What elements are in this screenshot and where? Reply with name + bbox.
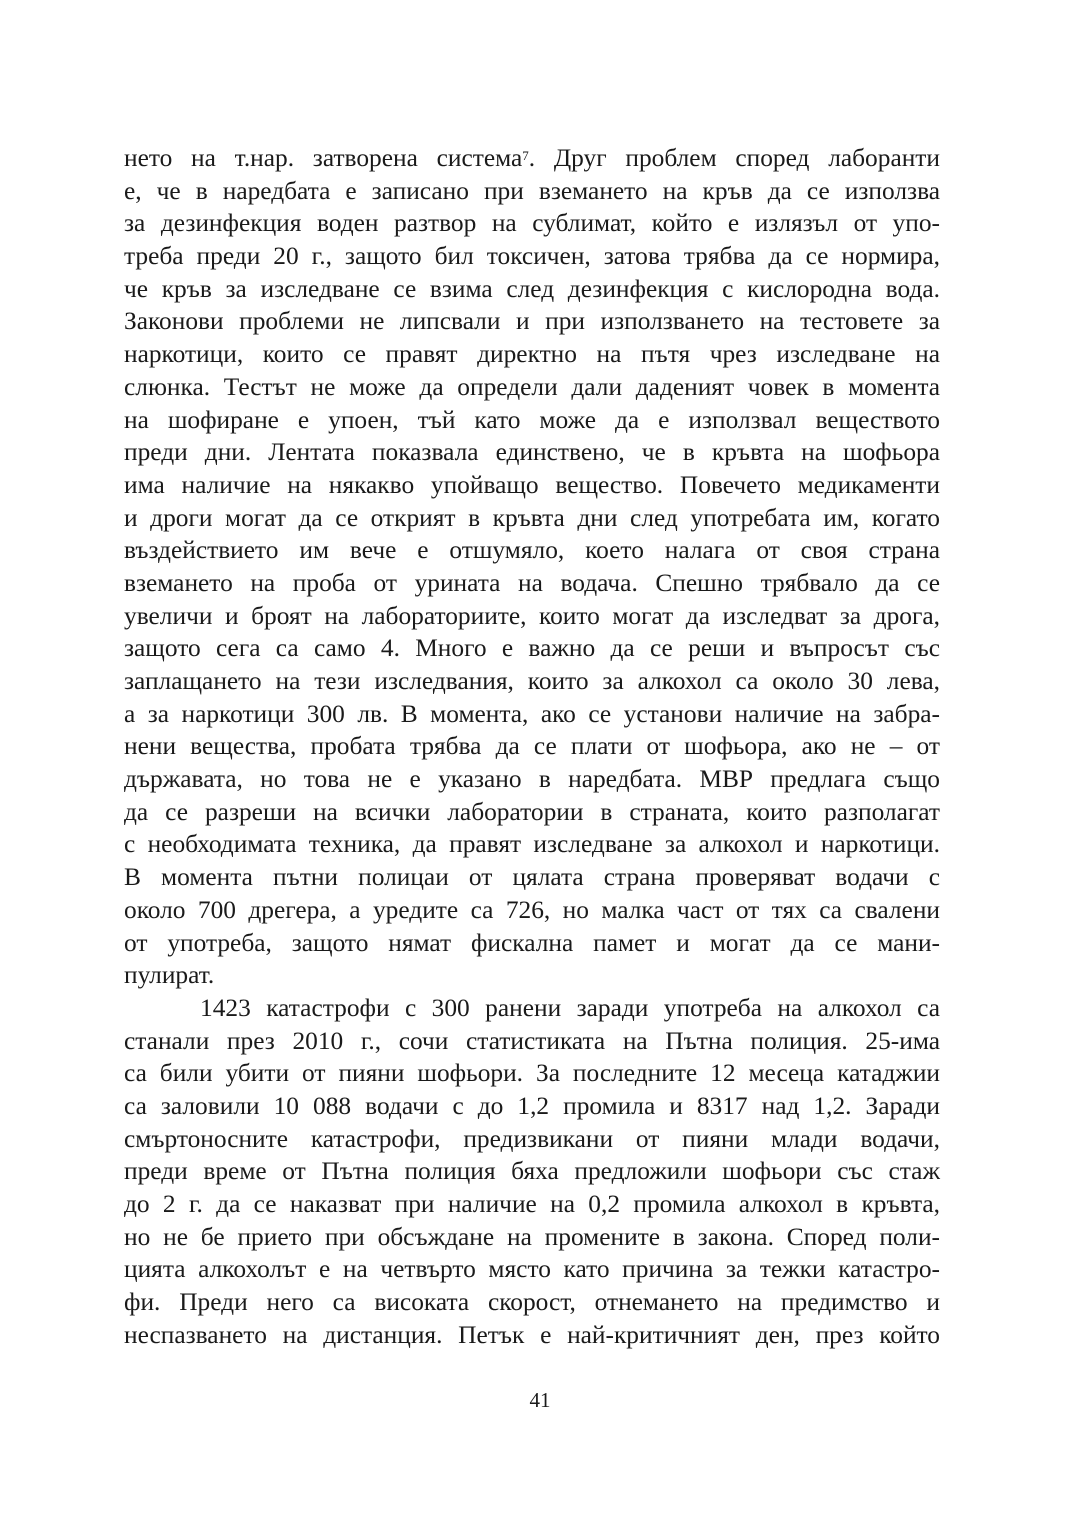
text-line: слюнка. Тестът не може да определи дали даденият човек в момента (124, 372, 940, 401)
text-line: и дроги могат да се открият в кръвта дни след употребата им, когато (124, 503, 940, 532)
text-line: Законови проблеми не липсвали и при използването на тестовете за (124, 307, 940, 336)
text-line: нето на т.нар. затворена система$^7$. Друг проблем според лаборанти (124, 144, 940, 172)
text-line: преди дни. Лентата показвала единствено, че в кръвта на шофьора (124, 438, 940, 467)
text-line: неспазването на дистанция. Петък е най-критичният ден, през който (124, 1320, 940, 1349)
text-line: станали през 2010 г., сочи статистиката на Пътна полиция. 25-има (124, 1026, 940, 1055)
text-line: въздействието им вече е отшумяло, което налага от своя страна (124, 536, 940, 565)
text-line: защото сега са само 4. Много е важно да се реши и въпросът със (124, 634, 940, 663)
text-line: треба преди 20 г., защото бил токсичен, затова трябва да се нормира, (124, 242, 940, 271)
text-line: до 2 г. да се наказват при наличие на 0,2 промила алкохол в кръвта, (124, 1190, 940, 1218)
text-line: цията алкохолът е на четвърто място като причина за тежки катастро- (124, 1255, 940, 1284)
text-line: държавата, но това не е указано в наредбата. МВР предлага също (124, 765, 940, 794)
text-line: за дезинфекция воден разтвор на сублимат, който е излязъл от упо- (124, 209, 940, 238)
text-line: а за наркотици 300 лв. В момента, ако се установи наличие на забра- (124, 699, 940, 728)
page-body (124, 142, 940, 1351)
text-line: с необходимата техника, да правят изследване за алкохол и наркотици. (124, 830, 940, 859)
text-line: на шофиране е упоен, тъй като може да е използвал веществото (124, 405, 940, 434)
paragraph-2 (124, 992, 940, 1352)
text-line: има наличие на някакво упойващо вещество. Повечето медикаменти (124, 470, 940, 499)
text-line: заплащането на тези изследвания, които за алкохол са около 30 лева, (124, 667, 940, 695)
text-line: да се разреши на всички лаборатории в страната, които разполагат (124, 797, 940, 826)
footnote-marker[interactable]: 7 (522, 148, 529, 163)
text-line: 1423 катастрофи с 300 ранени заради употреба на алкохол са (200, 993, 940, 1022)
text-line: нени вещества, пробата трябва да се плати от шофьора, ако не – от (124, 732, 940, 761)
page-number: 41 (529, 1388, 551, 1412)
text-line: около 700 дрегера, а уредите са 726, но малка част от тях са свалени (124, 895, 940, 924)
text-line: преди време от Пътна полиция бяха предложили шофьори със стаж (124, 1157, 940, 1186)
text-line: но не бе прието при обсъждане на промените в закона. Според поли- (124, 1222, 940, 1251)
text-line: смъртоносните катастрофи, предизвикани от пияни млади водачи, (124, 1124, 940, 1153)
text-line: пулират. (124, 961, 215, 990)
text-line: е, че в наредбата е записано при вземането на кръв да се използва (124, 176, 940, 205)
text-line: вземането на проба от урината на водача. Спешно трябвало да се (124, 568, 940, 597)
paragraph-1 (124, 142, 940, 992)
text-line: фи. Преди него са високата скорост, отнемането на предимство и (124, 1288, 940, 1317)
text-line: наркотици, които се правят директно на пътя чрез изследване на (124, 340, 940, 369)
text-line: от употреба, защото нямат фискална памет и могат да се мани- (124, 928, 940, 957)
text-line: са били убити от пияни шофьори. За последните 12 месеца катаджии (124, 1059, 940, 1088)
text-line: В момента пътни полицаи от цялата страна проверяват водачи с (124, 863, 940, 892)
text-line: увеличи и броят на лабораториите, които могат да изследват за дрога, (124, 601, 940, 630)
text-line: са заловили 10 088 водачи с до 1,2 промила и 8317 над 1,2. Заради (124, 1091, 940, 1120)
text-line: че кръв за изследване се взима след дезинфекция с кислородна вода. (124, 274, 940, 303)
